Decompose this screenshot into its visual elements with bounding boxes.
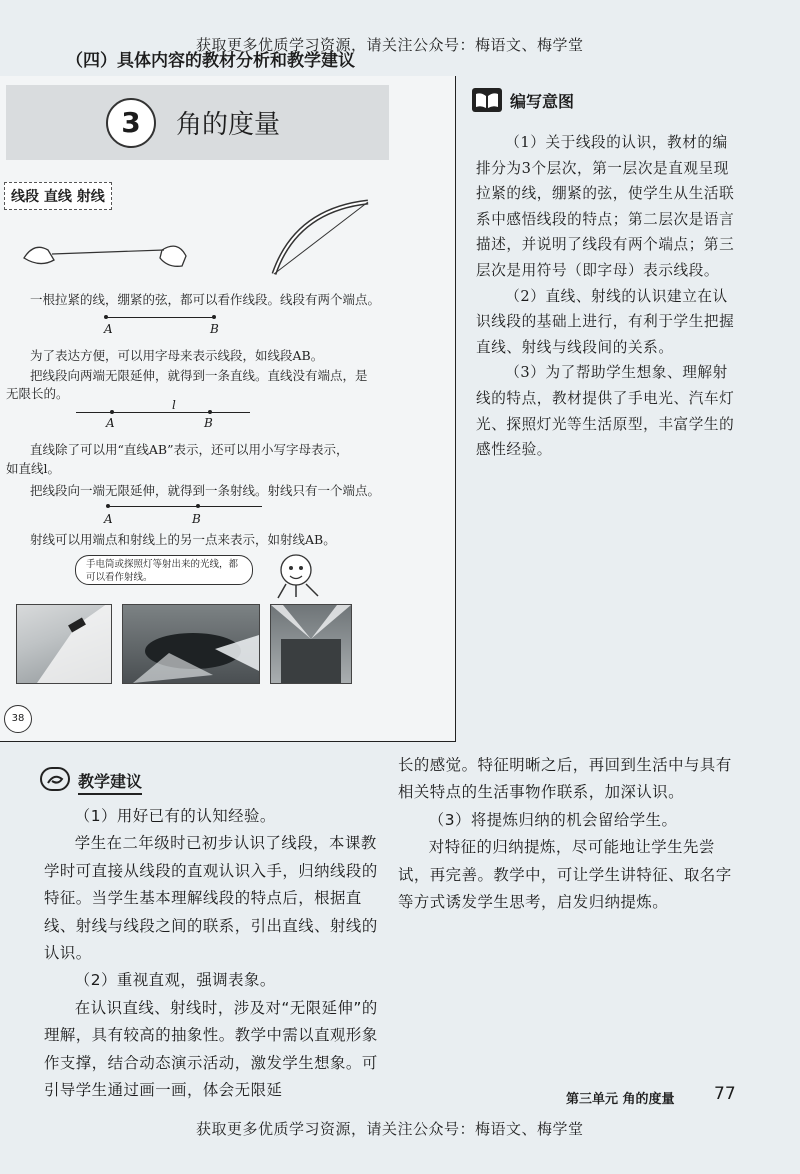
textbook-line-6: 如直线l。 bbox=[6, 461, 60, 476]
line-l bbox=[76, 412, 250, 413]
teaching-right-column bbox=[398, 752, 742, 916]
segment-line bbox=[106, 317, 214, 318]
teaching-paragraph-3: （2）重视直观，强调表象。 bbox=[74, 971, 276, 990]
watermark-bottom: 获取更多优质学习资源，请关注公众号：梅语文、梅学堂 bbox=[196, 1120, 584, 1138]
line-point-a bbox=[110, 410, 114, 414]
line-l-figure bbox=[76, 412, 252, 432]
teaching-paragraph-6: （3）将提炼归纳的机会留给学生。 bbox=[428, 810, 678, 829]
line-label-b: B bbox=[204, 416, 213, 430]
teaching-heading-label: 教学建议 bbox=[78, 769, 142, 795]
bow-illustration bbox=[266, 190, 376, 282]
cartoon-character-illustration bbox=[266, 548, 336, 600]
textbook-line-5: 直线除了可以用“直线AB”表示，还可以用小写字母表示， bbox=[30, 442, 349, 457]
searchlight-building-photo bbox=[270, 604, 352, 684]
teaching-paragraph-4: 在认识直线、射线时，涉及对“无限延伸”的理解，具有较高的抽象性。教学中需以直观形象作支撑，结合动态演示活动，激发学生想象。可引导学生通过画一画，体会无限延 bbox=[44, 998, 378, 1100]
line-point-b bbox=[208, 410, 212, 414]
car-headlights-photo bbox=[122, 604, 260, 684]
stretched-string-illustration bbox=[14, 228, 194, 278]
textbook-line-2: 为了表达方便，可以用字母来表示线段，如线段AB。 bbox=[30, 348, 324, 363]
ray-point-b bbox=[196, 504, 200, 508]
watermark-top: 获取更多优质学习资源，请关注公众号：梅语文、梅学堂 bbox=[196, 36, 584, 54]
section-title: （四）具体内容的教材分析和教学建议 bbox=[66, 51, 355, 71]
teaching-paragraph-7: 对特征的归纳提炼，尽可能地让学生先尝试，再完善。教学中，可让学生讲特征、取名字等方式诱发学生思考，启发归纳提炼。 bbox=[398, 838, 732, 912]
intent-paragraph-2: （2）直线、射线的认识建立在认识线段的基础上进行，有利于学生把握直线、射线与线段间的关系。 bbox=[476, 287, 735, 356]
spiral-note-icon bbox=[40, 767, 70, 791]
intent-heading-label: 编写意图 bbox=[510, 92, 575, 111]
ray-label-b: B bbox=[192, 512, 201, 526]
textbook-line-3: 把线段向两端无限延伸，就得到一条直线。直线没有端点，是 bbox=[30, 368, 368, 383]
segment-label-a: A bbox=[104, 322, 113, 336]
textbook-line-4: 无限长的。 bbox=[6, 386, 69, 401]
topic-label: 线段 直线 射线 bbox=[4, 182, 112, 210]
lesson-number: 3 bbox=[106, 98, 156, 148]
textbook-page-number: 38 bbox=[4, 705, 32, 733]
intent-paragraph-1: （1）关于线段的认识，教材的编排分为3个层次，第一层次是直观呈现拉紧的线，绷紧的弦，使学生从生活联系中感悟线段的特点；第二层次是语言描述，并说明了线段有两个端点；第三层次是用符号（即字母）表示线段。 bbox=[476, 134, 735, 279]
teaching-left-column bbox=[44, 803, 388, 1104]
segment-ab-figure bbox=[104, 317, 224, 337]
textbook-line-7: 把线段向一端无限延伸，就得到一条射线。射线只有一个端点。 bbox=[30, 483, 381, 498]
intent-body bbox=[476, 130, 740, 463]
teaching-paragraph-1: （1）用好已有的认知经验。 bbox=[74, 807, 276, 825]
flashlight-photo bbox=[16, 604, 112, 684]
ray-label-a: A bbox=[104, 512, 113, 526]
textbook-line-8: 射线可以用端点和射线上的另一点来表示，如射线AB。 bbox=[30, 532, 336, 547]
intent-paragraph-3: （3）为了帮助学生想象、理解射线的特点，教材提供了手电光、汽车灯光、探照灯光等生活原型，丰富学生的感性经验。 bbox=[476, 364, 735, 459]
ray-line bbox=[108, 506, 262, 507]
speech-bubble: 手电筒或探照灯等射出来的光线，都可以看作射线。 bbox=[75, 555, 253, 585]
ray-ab-figure bbox=[106, 506, 266, 526]
footer-unit-title: 第三单元 角的度量 bbox=[566, 1092, 675, 1107]
teaching-paragraph-5: 长的感觉。特征明晰之后，再回到生活中与具有相关特点的生活事物作联系，加深认识。 bbox=[398, 756, 732, 802]
textbook-line-1: 一根拉紧的线，绷紧的弦，都可以看作线段。线段有两个端点。 bbox=[30, 292, 381, 307]
teaching-paragraph-2: 学生在二年级时已初步认识了线段，本课教学时可直接从线段的直观认识入手，归纳线段的特征。当学生基本理解线段的特点后，根据直线、射线与线段之间的联系，引出直线、射线的认识。 bbox=[44, 834, 378, 963]
segment-label-b: B bbox=[210, 322, 219, 336]
line-label-l: l bbox=[172, 398, 176, 412]
line-label-a: A bbox=[106, 416, 115, 430]
open-book-icon bbox=[472, 88, 502, 112]
segment-endpoint-b bbox=[212, 315, 216, 319]
lesson-title: 角的度量 bbox=[176, 110, 281, 140]
footer-page-number: 77 bbox=[714, 1084, 736, 1104]
